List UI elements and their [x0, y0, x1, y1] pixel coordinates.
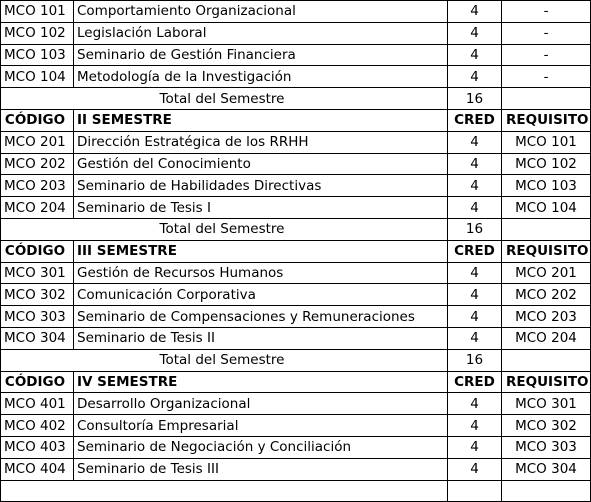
course-name: Dirección Estratégica de los RRHH — [74, 131, 448, 153]
course-code: MCO 402 — [1, 415, 74, 437]
semester-total-row — [1, 349, 591, 371]
course-code: MCO 304 — [1, 327, 74, 349]
header-credits: CRED — [448, 109, 502, 131]
course-row — [1, 458, 591, 480]
course-credits: 4 — [448, 1, 502, 23]
header-semester-title: IV SEMESTRE — [74, 371, 448, 393]
course-code: MCO 103 — [1, 44, 74, 66]
semester-header-row — [1, 371, 591, 393]
course-code: MCO 204 — [1, 197, 74, 219]
course-row — [1, 327, 591, 349]
course-credits: 4 — [448, 458, 502, 480]
course-code: MCO 403 — [1, 436, 74, 458]
header-code: CÓDIGO — [1, 109, 74, 131]
course-name: Seminario de Tesis III — [74, 458, 448, 480]
course-row — [1, 66, 591, 88]
course-name: Seminario de Tesis II — [74, 327, 448, 349]
course-code: MCO 102 — [1, 22, 74, 44]
course-name: Seminario de Habilidades Directivas — [74, 175, 448, 197]
course-row — [1, 197, 591, 219]
course-row — [1, 415, 591, 437]
course-credits: 4 — [448, 175, 502, 197]
header-code: CÓDIGO — [1, 371, 74, 393]
course-name: Seminario de Gestión Financiera — [74, 44, 448, 66]
semester-total-row — [1, 218, 591, 240]
course-credits: 4 — [448, 66, 502, 88]
course-row — [1, 131, 591, 153]
course-credits: 4 — [448, 327, 502, 349]
course-name: Seminario de Tesis I — [74, 197, 448, 219]
course-requisite: MCO 202 — [502, 284, 591, 306]
course-name: Comportamiento Organizacional — [74, 1, 448, 23]
semester-total-label: Total del Semestre — [1, 88, 448, 110]
course-code: MCO 201 — [1, 131, 74, 153]
semester-header-row — [1, 240, 591, 262]
course-row — [1, 44, 591, 66]
course-row — [1, 22, 591, 44]
course-code: MCO 203 — [1, 175, 74, 197]
course-requisite: MCO 101 — [502, 131, 591, 153]
course-requisite: MCO 201 — [502, 262, 591, 284]
semester-total-label: Total del Semestre — [1, 218, 448, 240]
course-credits: 4 — [448, 131, 502, 153]
header-credits: CRED — [448, 371, 502, 393]
course-code: MCO 202 — [1, 153, 74, 175]
course-code: MCO 301 — [1, 262, 74, 284]
course-row — [1, 306, 591, 328]
header-code: CÓDIGO — [1, 240, 74, 262]
cut-off-row — [1, 480, 591, 502]
course-code: MCO 104 — [1, 66, 74, 88]
course-credits: 4 — [448, 262, 502, 284]
course-code: MCO 101 — [1, 1, 74, 23]
course-name: Gestión de Recursos Humanos — [74, 262, 448, 284]
semester-total-label: Total del Semestre — [1, 349, 448, 371]
course-name: Comunicación Corporativa — [74, 284, 448, 306]
empty-cell — [502, 218, 591, 240]
course-code: MCO 303 — [1, 306, 74, 328]
header-semester-title: II SEMESTRE — [74, 109, 448, 131]
course-credits: 4 — [448, 22, 502, 44]
course-requisite: MCO 104 — [502, 197, 591, 219]
course-name: Desarrollo Organizacional — [74, 393, 448, 415]
course-credits: 4 — [448, 44, 502, 66]
header-semester-title: III SEMESTRE — [74, 240, 448, 262]
course-name: Consultoría Empresarial — [74, 415, 448, 437]
course-credits: 4 — [448, 415, 502, 437]
course-name: Metodología de la Investigación — [74, 66, 448, 88]
course-code: MCO 404 — [1, 458, 74, 480]
course-requisite: MCO 102 — [502, 153, 591, 175]
course-row — [1, 436, 591, 458]
semester-total-credits: 16 — [448, 88, 502, 110]
semester-header-row — [1, 109, 591, 131]
course-row — [1, 262, 591, 284]
course-credits: 4 — [448, 393, 502, 415]
header-requisite: REQUISITO — [502, 109, 591, 131]
course-name: Seminario de Negociación y Conciliación — [74, 436, 448, 458]
course-requisite: MCO 301 — [502, 393, 591, 415]
course-name: Seminario de Compensaciones y Remuneraciones — [74, 306, 448, 328]
course-requisite: - — [502, 22, 591, 44]
course-requisite: - — [502, 66, 591, 88]
course-requisite: MCO 103 — [502, 175, 591, 197]
semester-total-row — [1, 88, 591, 110]
course-row — [1, 153, 591, 175]
course-credits: 4 — [448, 153, 502, 175]
course-row — [1, 175, 591, 197]
course-name: Legislación Laboral — [74, 22, 448, 44]
course-credits: 4 — [448, 197, 502, 219]
course-credits: 4 — [448, 306, 502, 328]
course-requisite: MCO 204 — [502, 327, 591, 349]
course-requisite: MCO 304 — [502, 458, 591, 480]
semester-total-credits: 16 — [448, 218, 502, 240]
course-name: Gestión del Conocimiento — [74, 153, 448, 175]
empty-cell — [502, 349, 591, 371]
course-credits: 4 — [448, 284, 502, 306]
course-requisite: - — [502, 1, 591, 23]
empty-cell — [502, 88, 591, 110]
course-row — [1, 1, 591, 23]
course-credits: 4 — [448, 436, 502, 458]
semester-total-credits: 16 — [448, 349, 502, 371]
course-row — [1, 284, 591, 306]
header-requisite: REQUISITO — [502, 371, 591, 393]
header-credits: CRED — [448, 240, 502, 262]
course-requisite: MCO 203 — [502, 306, 591, 328]
course-requisite: MCO 302 — [502, 415, 591, 437]
course-row — [1, 393, 591, 415]
course-requisite: - — [502, 44, 591, 66]
course-code: MCO 302 — [1, 284, 74, 306]
course-requisite: MCO 303 — [502, 436, 591, 458]
header-requisite: REQUISITO — [502, 240, 591, 262]
course-code: MCO 401 — [1, 393, 74, 415]
